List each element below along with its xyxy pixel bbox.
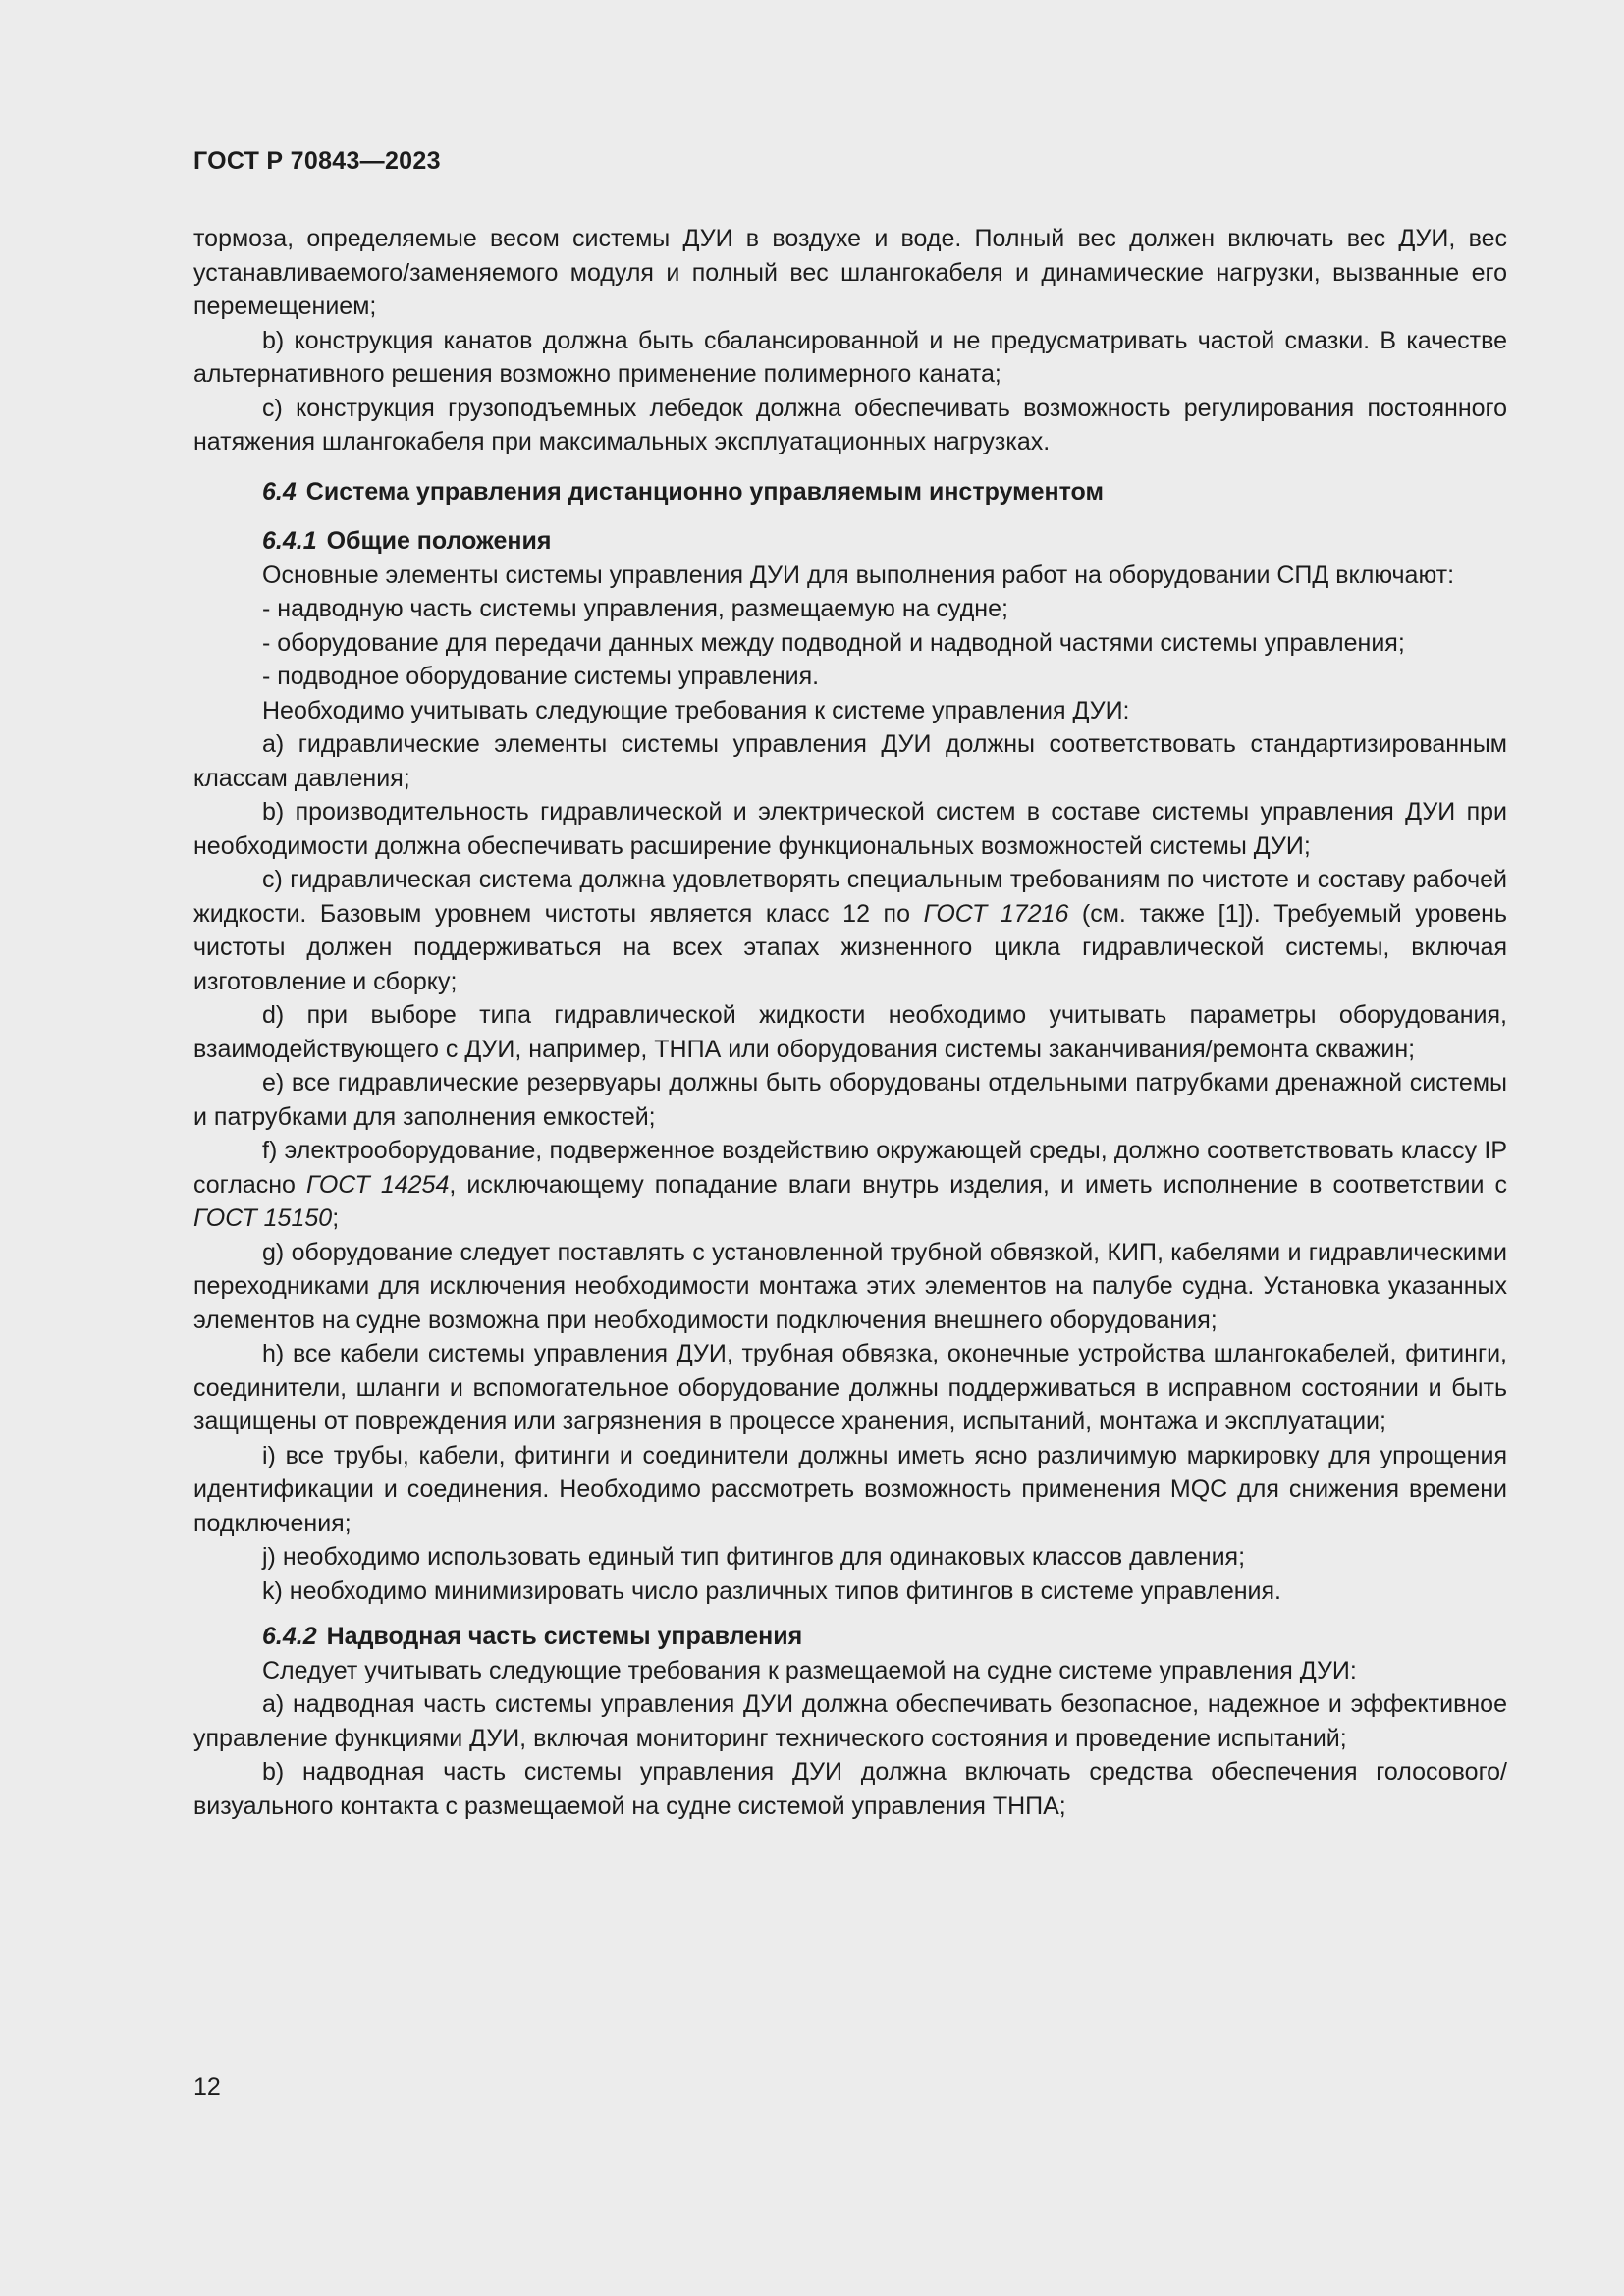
- list-item-e: e) все гидравлические резервуары должны быть оборудованы отдельными патрубками дренажной системы и патрубками для заполнения емкостей;: [193, 1069, 1507, 1131]
- list-item-j: j) необходимо использовать единый тип фитингов для одинаковых классов давления;: [262, 1543, 1246, 1571]
- section-title: Система управления дистанционно управляемым инструментом: [305, 477, 1104, 506]
- section-number: 6.4.1: [262, 527, 317, 555]
- section-heading-6-4-2: [193, 1620, 1507, 1654]
- list-item-a: a) гидравлические элементы системы управления ДУИ должны соответствовать стандартизированным классам давления;: [193, 730, 1507, 792]
- section-number: 6.4.2: [262, 1623, 317, 1650]
- dash-item: - оборудование для передачи данных между подводной и надводной частями системы управления;: [262, 628, 1405, 657]
- list-item-f: [193, 1134, 1507, 1236]
- list-item-b: b) надводная часть системы управления ДУИ должна включать средства обеспечения голосового/визуального контакта с размещаемой на судне системой управления ТНПА;: [193, 1758, 1507, 1820]
- standard-reference: ГОСТ 15150: [193, 1204, 333, 1232]
- text-run: , исключающему попадание влаги внутрь изделия, и иметь исполнение в соответствии с: [449, 1170, 1508, 1199]
- list-item-b: b) производительность гидравлической и электрической систем в составе системы управления ДУИ при необходимости должна обеспечивать расширение функциональных возможностей системы ДУИ;: [193, 798, 1507, 860]
- list-item-c: [193, 863, 1507, 998]
- paragraph: Следует учитывать следующие требования к размещаемой на судне системе управления ДУИ:: [262, 1656, 1357, 1684]
- standard-reference: ГОСТ 17216: [923, 899, 1069, 928]
- section-number: 6.4: [262, 477, 297, 506]
- page-number: 12: [193, 2073, 221, 2101]
- text-run: f) электрооборудование, подверженное воздействию окружающей среды, должно соответствовать классу IP согласно: [193, 1137, 1507, 1199]
- paragraph: тормоза, определяемые весом системы ДУИ в воздухе и воде. Полный вес должен включать вес ДУИ, вес устанавливаемого/заменяемого модуля и полный вес шлангокабеля и динамические нагрузки, вызванные его перемещением;: [193, 225, 1507, 320]
- standard-reference: ГОСТ 14254: [306, 1170, 450, 1199]
- section-title: Надводная часть системы управления: [326, 1623, 803, 1650]
- document-body: [193, 222, 1507, 1823]
- section-heading-6-4: [193, 475, 1507, 509]
- list-item-b: b) конструкция канатов должна быть сбалансированной и не предусматривать частой смазки. В качестве альтернативного решения возможно применение полимерного каната;: [193, 326, 1507, 388]
- paragraph: Основные элементы системы управления ДУИ для выполнения работ на оборудовании СПД включают:: [262, 561, 1455, 589]
- list-item-g: g) оборудование следует поставлять с установленной трубной обвязкой, КИП, кабелями и гидравлическими переходниками для исключения необходимости монтажа этих элементов на палубе судна. Установка указанных элементов на судне возможна при необходимости подключения внешнего оборудования;: [193, 1238, 1507, 1334]
- list-item-a: a) надводная часть системы управления ДУИ должна обеспечивать безопасное, надежное и эффективное управление функциями ДУИ, включая мониторинг технического состояния и проведение испытаний;: [193, 1690, 1507, 1752]
- list-item-c: c) конструкция грузоподъемных лебедок должна обеспечивать возможность регулирования постоянного натяжения шлангокабеля при максимальных эксплуатационных нагрузках.: [193, 394, 1507, 455]
- text-run: c) гидравлическая система должна удовлетворять специальным требованиям по чистоте и составу рабочей жидкости. Базовым уровнем чистоты является класс 12 по: [193, 866, 1507, 928]
- list-item-h: h) все кабели системы управления ДУИ, трубная обвязка, оконечные устройства шлангокабелей, фитинги, соединители, шланги и вспомогательное оборудование должны поддерживаться в исправном состоянии и быть защищены от повреждения или загрязнения в процессе хранения, испытаний, монтажа и эксплуатации;: [193, 1340, 1507, 1435]
- text-run: ;: [332, 1204, 340, 1232]
- list-item-d: d) при выборе типа гидравлической жидкости необходимо учитывать параметры оборудования, взаимодействующего с ДУИ, например, ТНПА или оборудования системы заканчивания/ремонта скважин;: [193, 1001, 1507, 1063]
- text-run: (см. также [1]). Требуемый уровень чистоты должен поддерживаться на всех этапах жизненного цикла гидравлической системы, включая изготовление и сборку;: [193, 899, 1508, 995]
- section-title: Общие положения: [326, 527, 552, 555]
- list-item-i: i) все трубы, кабели, фитинги и соединители должны иметь ясно различимую маркировку для упрощения идентификации и соединения. Необходимо рассмотреть возможность применения MQC для снижения времени подключения;: [193, 1441, 1507, 1537]
- section-heading-6-4-1: [193, 524, 1507, 559]
- dash-item: - надводную часть системы управления, размещаемую на судне;: [262, 595, 1008, 622]
- document-header: ГОСТ Р 70843—2023: [193, 147, 441, 175]
- paragraph: Необходимо учитывать следующие требования к системе управления ДУИ:: [262, 696, 1130, 724]
- list-item-k: k) необходимо минимизировать число различных типов фитингов в системе управления.: [262, 1576, 1281, 1605]
- dash-item: - подводное оборудование системы управления.: [262, 663, 820, 690]
